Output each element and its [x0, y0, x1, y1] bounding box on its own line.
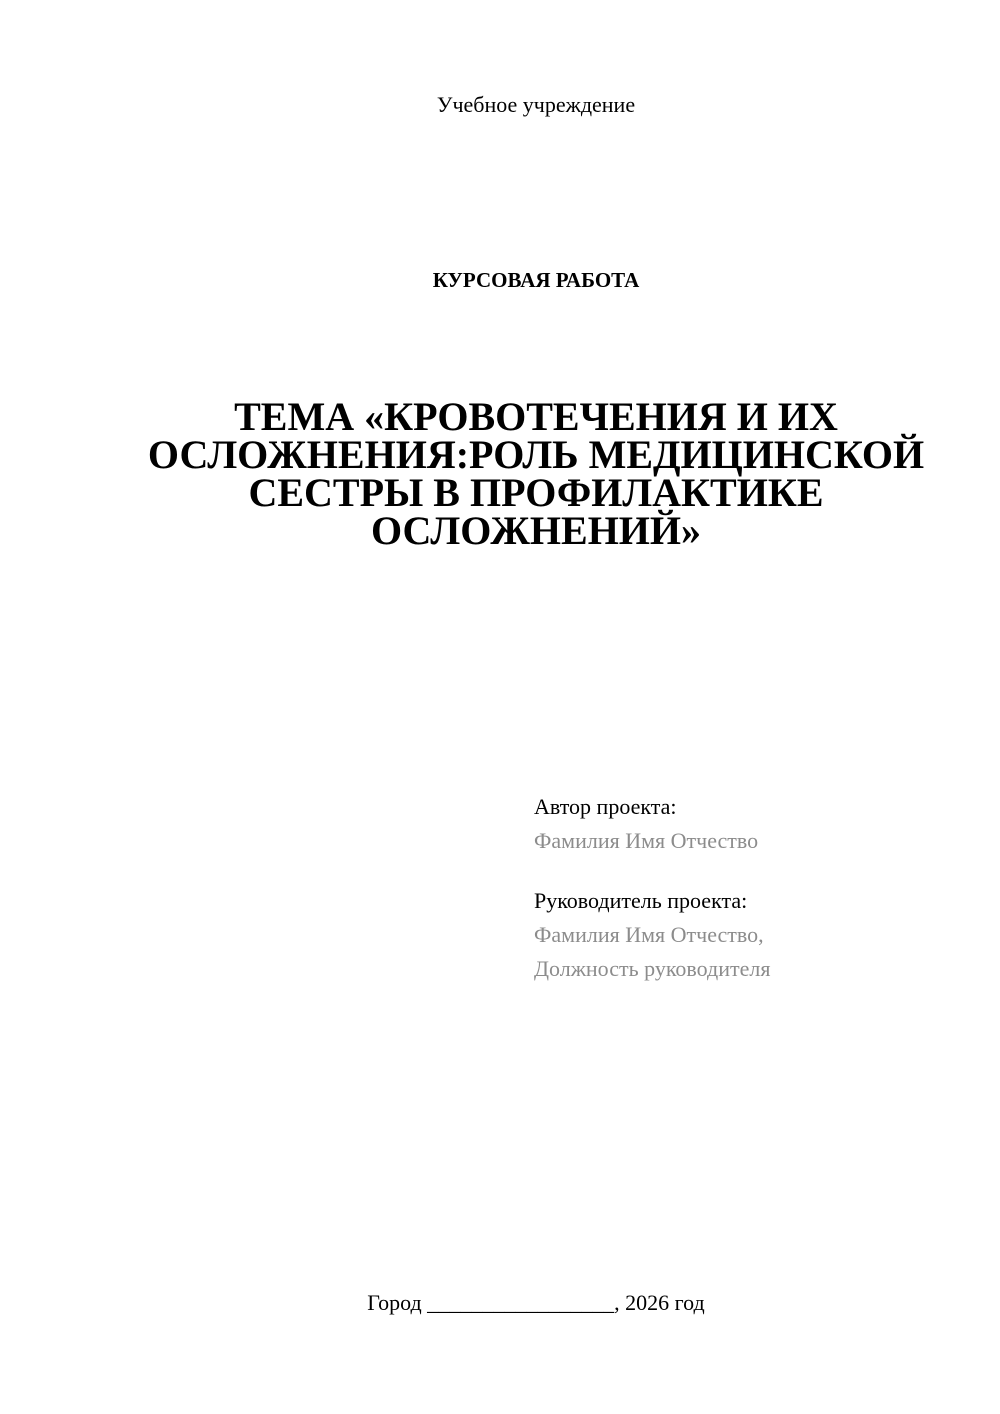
- author-label: Автор проекта:: [534, 794, 677, 819]
- supervisor-position: Должность руководителя: [534, 956, 771, 981]
- spacer: [534, 858, 974, 884]
- supervisor-name: Фамилия Имя Отчество,: [534, 922, 764, 947]
- supervisor-label: Руководитель проекта:: [534, 888, 748, 913]
- topic-title: ТЕМА «КРОВОТЕЧЕНИЯ И ИХ ОСЛОЖНЕНИЯ:РОЛЬ МЕДИЦИНСКОЙ СЕСТРЫ В ПРОФИЛАКТИКЕ ОСЛОЖНЕНИЙ»: [147, 394, 925, 553]
- institution-name: Учебное учреждение: [436, 92, 636, 117]
- project-info-block: [534, 790, 974, 986]
- work-type-heading: КУРСОВАЯ РАБОТА: [432, 268, 640, 292]
- author-name: Фамилия Имя Отчество: [534, 828, 759, 853]
- city-year-line: Город _________________, 2026 год: [367, 1290, 705, 1315]
